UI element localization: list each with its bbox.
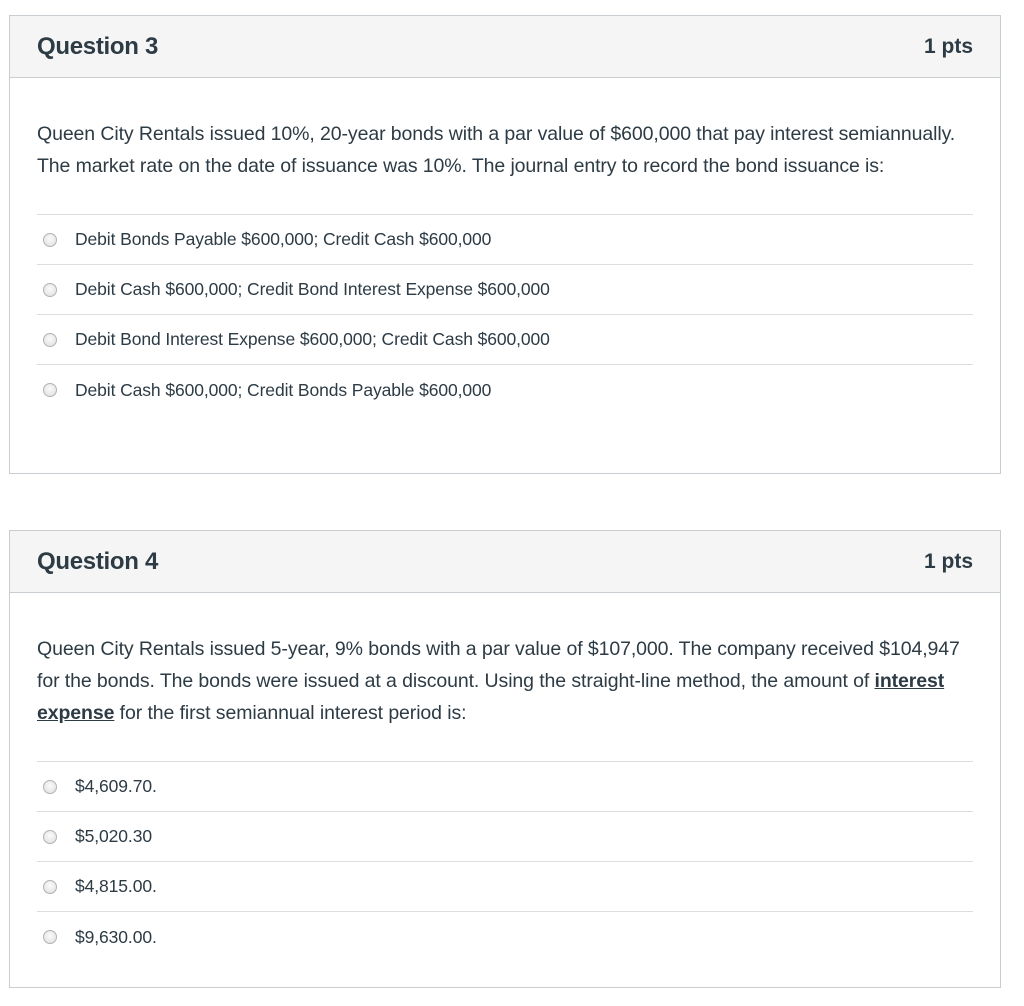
radio-button[interactable]	[43, 930, 57, 944]
answer-label: Debit Bonds Payable $600,000; Credit Cash $600,000	[75, 229, 492, 249]
radio-button[interactable]	[43, 233, 57, 247]
question-text: Queen City Rentals issued 10%, 20-year bonds with a par value of $600,000 that pay interest semiannually. The market rate on the date of issuance was 10%. The journal entry to record the bond issuance is:	[37, 123, 956, 177]
answer-list	[37, 214, 973, 415]
radio-button[interactable]	[43, 880, 57, 894]
question-title: Question 4	[37, 547, 159, 575]
answer-option[interactable]	[37, 265, 973, 315]
answer-label: Debit Cash $600,000; Credit Bond Interest Expense $600,000	[75, 279, 550, 299]
answer-label: Debit Cash $600,000; Credit Bonds Payable $600,000	[75, 379, 492, 400]
radio-button[interactable]	[43, 333, 57, 347]
question-card	[9, 530, 1001, 988]
question-points: 1 pts	[923, 34, 973, 58]
answer-option[interactable]	[37, 315, 973, 365]
question-header	[10, 16, 1000, 78]
answer-label: $5,020.30	[75, 826, 152, 846]
answer-option[interactable]	[37, 762, 973, 812]
answer-label: Debit Bond Interest Expense $600,000; Credit Cash $600,000	[75, 329, 550, 349]
answer-list	[37, 761, 973, 962]
answer-label: $4,815.00.	[75, 876, 157, 896]
answer-option[interactable]	[37, 912, 973, 962]
question-text-emphasis: interest expense	[37, 670, 945, 724]
question-title: Question 3	[37, 32, 159, 60]
question-text	[37, 633, 973, 729]
answer-option[interactable]	[37, 365, 973, 415]
answer-label: $9,630.00.	[75, 926, 157, 947]
question-text-start: Queen City Rentals issued 5-year, 9% bonds with a par value of $107,000. The company received $104,947 for the bonds. The bonds were issued at a discount. Using the straight-line method, the amount of	[37, 638, 960, 692]
radio-button[interactable]	[43, 283, 57, 297]
answer-option[interactable]	[37, 215, 973, 265]
radio-button[interactable]	[43, 780, 57, 794]
question-header	[10, 531, 1000, 593]
radio-button[interactable]	[43, 830, 57, 844]
question-text-end: for the first semiannual interest period is:	[114, 702, 467, 724]
question-card	[9, 15, 1001, 474]
answer-option[interactable]	[37, 862, 973, 912]
radio-button[interactable]	[43, 383, 57, 397]
answer-label: $4,609.70.	[75, 776, 157, 796]
answer-option[interactable]	[37, 812, 973, 862]
question-points: 1 pts	[923, 549, 973, 573]
